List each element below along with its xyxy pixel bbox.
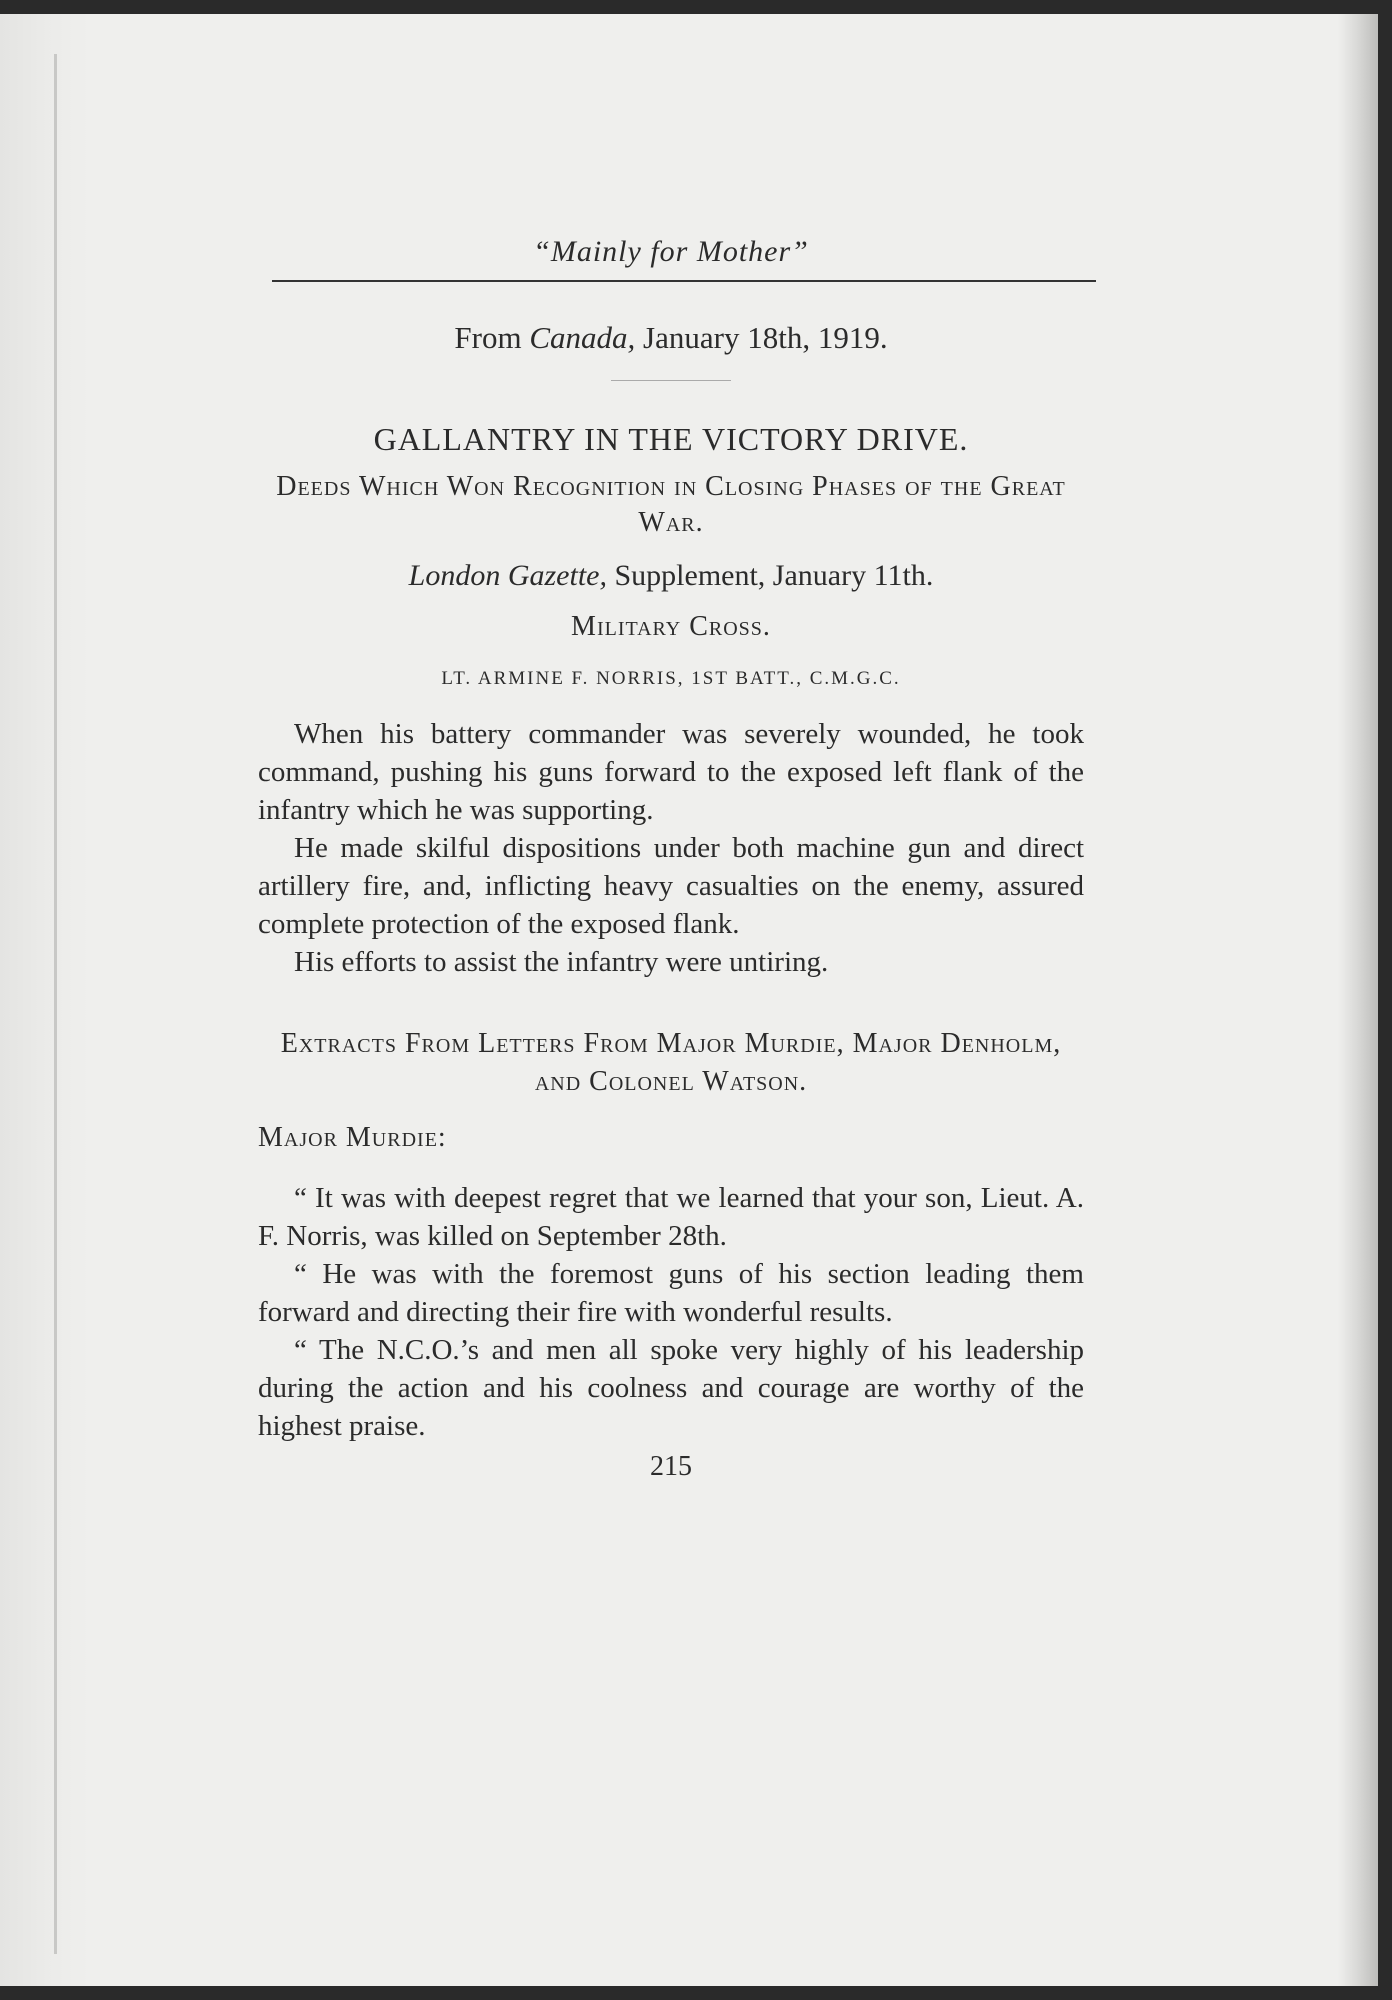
dateline-prefix: From: [454, 320, 530, 355]
citation-paragraph: He made skilful dispositions under both machine gun and direct artillery fire, and, inflicting heavy casualties on the enemy, assured complete protection of the exposed flank.: [258, 832, 1084, 940]
section-divider: [611, 380, 731, 381]
letter-paragraph: “ He was with the foremost guns of his section leading them forward and directing their fire with wonderful results.: [258, 1258, 1084, 1328]
letter-paragraph: “ It was with deepest regret that we learned that your son, Lieut. A. F. Norris, was killed on September 28th.: [258, 1182, 1084, 1252]
dateline: [258, 316, 1084, 360]
book-page: [0, 14, 1378, 1986]
source-publication: London Gazette,: [408, 559, 607, 592]
award-title: Military Cross.: [571, 611, 771, 642]
page-content: [258, 230, 1084, 1485]
book-gutter: [0, 14, 90, 1986]
source-detail: Supplement, January 11th.: [606, 559, 934, 592]
running-head: “Mainly for Mother”: [533, 235, 809, 268]
officer-name: LT. ARMINE F. NORRIS, 1ST BATT., C.M.G.C.: [441, 668, 901, 689]
headline: GALLANTRY IN THE VICTORY DRIVE.: [373, 421, 969, 457]
gutter-shadow: [54, 54, 57, 1954]
citation-paragraph: His efforts to assist the infantry were untiring.: [294, 946, 829, 978]
page-number: 215: [650, 1451, 692, 1482]
citation-paragraph: When his battery commander was severely wounded, he took command, pushing his guns forward to the exposed left flank of the infantry which he was supporting.: [258, 718, 1084, 826]
letter-speaker: Major Murdie:: [258, 1122, 447, 1153]
dateline-date: January 18th, 1919.: [635, 320, 888, 355]
page-edge: [1338, 14, 1378, 1986]
dateline-paper: Canada,: [529, 320, 636, 355]
header-rule: [272, 280, 1096, 282]
extracts-heading: Extracts From Letters From Major Murdie, Major Denholm, and Colonel Watson.: [280, 1028, 1062, 1097]
source-line: [258, 555, 1084, 597]
subheadline: Deeds Which Won Recognition in Closing Phases of the Great War.: [276, 471, 1066, 538]
letter-paragraph: “ The N.C.O.’s and men all spoke very highly of his leadership during the action and his coolness and courage are worthy of the highest praise.: [258, 1334, 1084, 1442]
